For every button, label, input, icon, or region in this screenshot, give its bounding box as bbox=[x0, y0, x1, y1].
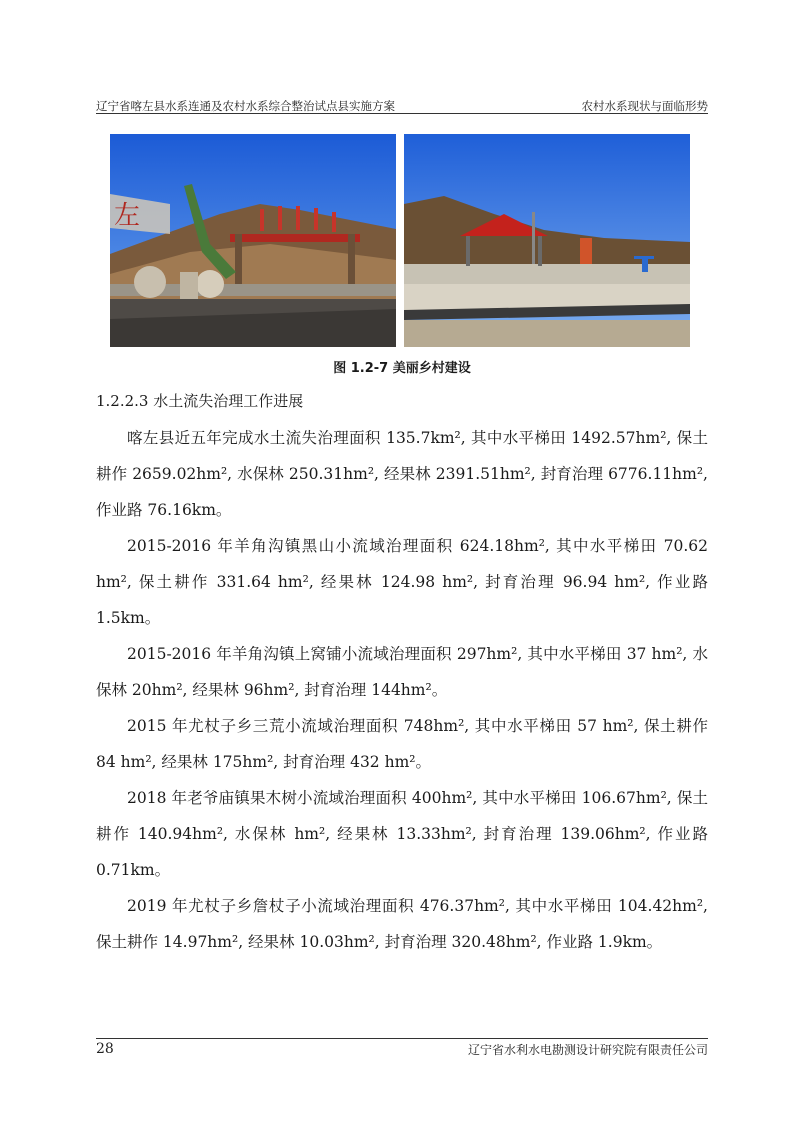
paragraph: 喀左县近五年完成水土流失治理面积 135.7km², 其中水平梯田 1492.57hm², 保土耕作 2659.02hm², 水保林 250.31hm², 经果林 2391.51hm², 封育治理 6776.11hm², 作业路 76.16km。 bbox=[96, 429, 708, 519]
paragraph: 2015-2016 年羊角沟镇上窝铺小流域治理面积 297hm², 其中水平梯田 37 hm², 水保林 20hm², 经果林 96hm², 封育治理 144hm²。 bbox=[96, 645, 708, 699]
paragraph: 2015-2016 年羊角沟镇黑山小流域治理面积 624.18hm², 其中水平梯田 70.62 hm², 保土耕作 331.64 hm², 经果林 124.98 hm², 封育治理 96.94 hm², 作业路 1.5km。 bbox=[96, 537, 708, 627]
section-heading: 1.2.2.3 水土流失治理工作进展 bbox=[96, 392, 304, 410]
header-document-title: 辽宁省喀左县水系连通及农村水系综合整治试点县实施方案 bbox=[96, 99, 395, 113]
paragraph: 2019 年尤杖子乡詹杖子小流域治理面积 476.37hm², 其中水平梯田 104.42hm², 保土耕作 14.97hm², 经果林 10.03hm², 封育治理 320.48hm², 作业路 1.9km。 bbox=[96, 897, 708, 951]
village-gate-photo bbox=[110, 134, 396, 347]
page-number: 28 bbox=[96, 1041, 114, 1057]
paragraph: 2015 年尤杖子乡三荒小流域治理面积 748hm², 其中水平梯田 57 hm², 保土耕作 84 hm², 经果林 175hm², 封育治理 432 hm²。 bbox=[96, 717, 708, 771]
footer-rule bbox=[96, 1038, 708, 1039]
gate-sign-text: 左 bbox=[114, 201, 141, 231]
paragraph: 2018 年老爷庙镇果木树小流域治理面积 400hm², 其中水平梯田 106.67hm², 保土耕作 140.94hm², 水保林 hm², 经果林 13.33hm², 封育治理 139.06hm², 作业路 0.71km。 bbox=[96, 789, 708, 879]
page-header bbox=[96, 94, 708, 114]
village-square-photo bbox=[404, 134, 690, 347]
header-chapter-title: 农村水系现状与面临形势 bbox=[581, 99, 708, 113]
footer-organization: 辽宁省水利水电勘测设计研究院有限责任公司 bbox=[467, 1043, 708, 1057]
figure-caption: 图 1.2-7 美丽乡村建设 bbox=[333, 361, 471, 376]
body-text bbox=[96, 420, 708, 960]
header-rule bbox=[96, 113, 708, 114]
page-footer bbox=[96, 1041, 708, 1058]
